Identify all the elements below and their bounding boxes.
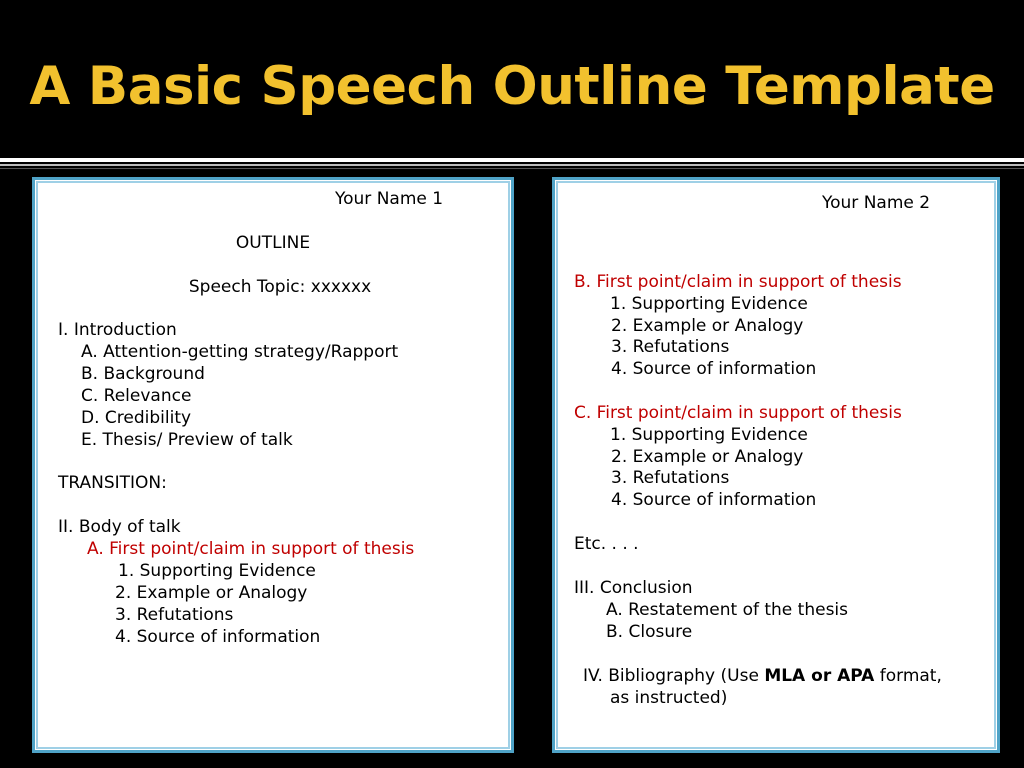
point-c-item-2: 2. Example or Analogy <box>611 447 804 467</box>
point-c-item-3: 3. Refutations <box>611 468 730 488</box>
intro-item-d: D. Credibility <box>81 408 192 428</box>
bibliography-suffix: format, <box>874 666 942 686</box>
page-header: Your Name 2 <box>822 193 931 213</box>
point-b-item-3: 3. Refutations <box>611 337 730 357</box>
intro-item-e: E. Thesis/ Preview of talk <box>81 430 293 450</box>
point-a-item-3: 3. Refutations <box>115 605 234 625</box>
slide-title: A Basic Speech Outline Template <box>29 56 995 117</box>
point-c-item-4: 4. Source of information <box>611 490 817 510</box>
title-divider <box>0 158 1024 162</box>
title-bar <box>0 0 1024 158</box>
body-point-a: A. First point/claim in support of thesis <box>87 539 415 559</box>
bibliography-prefix: IV. Bibliography (Use <box>583 666 765 686</box>
point-b-item-4: 4. Source of information <box>611 359 817 379</box>
speech-topic: Speech Topic: xxxxxx <box>188 277 372 297</box>
section-introduction: I. Introduction <box>58 320 177 340</box>
point-a-item-4: 4. Source of information <box>115 627 321 647</box>
outline-label: OUTLINE <box>235 233 311 253</box>
outline-page-1 <box>32 177 514 753</box>
body-point-c: C. First point/claim in support of thesis <box>574 403 902 423</box>
conclusion-item-a: A. Restatement of the thesis <box>606 600 849 620</box>
intro-item-b: B. Background <box>81 364 205 384</box>
title-divider-secondary <box>0 164 1024 166</box>
section-conclusion: III. Conclusion <box>574 578 693 598</box>
conclusion-item-b: B. Closure <box>606 622 693 642</box>
section-body: II. Body of talk <box>58 517 181 537</box>
point-a-item-1: 1. Supporting Evidence <box>118 561 316 581</box>
point-a-item-2: 2. Example or Analogy <box>115 583 308 603</box>
outline-page-2 <box>552 177 1000 753</box>
bibliography-format: MLA or APA <box>764 666 875 686</box>
point-b-item-1: 1. Supporting Evidence <box>610 294 808 314</box>
section-bibliography <box>583 665 942 687</box>
etc-text: Etc. . . . <box>574 534 639 554</box>
point-b-item-2: 2. Example or Analogy <box>611 316 804 336</box>
point-c-item-1: 1. Supporting Evidence <box>610 425 808 445</box>
page-header: Your Name 1 <box>335 189 444 209</box>
intro-item-a: A. Attention-getting strategy/Rapport <box>81 342 399 362</box>
intro-item-c: C. Relevance <box>81 386 192 406</box>
transition-label: TRANSITION: <box>58 473 167 493</box>
title-divider-tertiary <box>0 168 1024 169</box>
body-point-b: B. First point/claim in support of thesis <box>574 272 902 292</box>
bibliography-line-2: as instructed) <box>610 688 728 708</box>
